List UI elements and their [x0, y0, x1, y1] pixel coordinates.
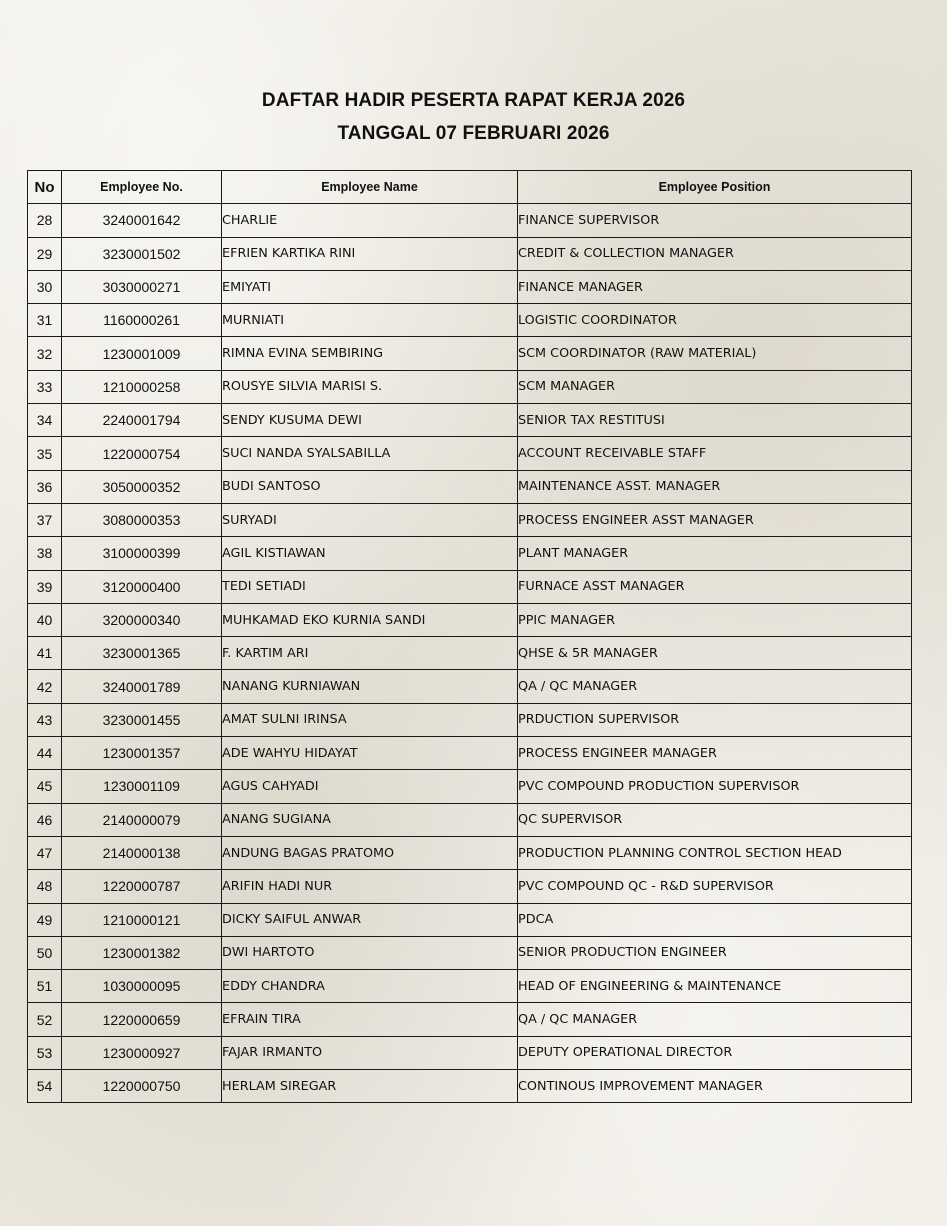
- employee-number: 1220000754: [62, 437, 222, 470]
- row-number: 53: [28, 1036, 62, 1069]
- employee-number: 1220000659: [62, 1003, 222, 1036]
- row-number: 29: [28, 237, 62, 270]
- row-number: 52: [28, 1003, 62, 1036]
- table-row: [28, 370, 912, 403]
- employee-number: 1210000258: [62, 370, 222, 403]
- row-number: 34: [28, 404, 62, 437]
- employee-name: NANANG KURNIAWAN: [222, 670, 518, 703]
- row-number: 47: [28, 836, 62, 869]
- employee-position: FURNACE ASST MANAGER: [518, 570, 912, 603]
- employee-name: F. KARTIM ARI: [222, 637, 518, 670]
- employee-position: QHSE & 5R MANAGER: [518, 637, 912, 670]
- employee-number: 1160000261: [62, 304, 222, 337]
- row-number: 54: [28, 1070, 62, 1103]
- employee-position: PDCA: [518, 903, 912, 936]
- table-row: [28, 337, 912, 370]
- employee-name: TEDI SETIADI: [222, 570, 518, 603]
- employee-number: 3120000400: [62, 570, 222, 603]
- employee-position: ACCOUNT RECEIVABLE STAFF: [518, 437, 912, 470]
- row-number: 43: [28, 703, 62, 736]
- employee-number: 2240001794: [62, 404, 222, 437]
- table-row: [28, 437, 912, 470]
- row-number: 44: [28, 737, 62, 770]
- row-number: 36: [28, 470, 62, 503]
- employee-name: HERLAM SIREGAR: [222, 1070, 518, 1103]
- employee-number: 3240001789: [62, 670, 222, 703]
- table-row: [28, 836, 912, 869]
- row-number: 49: [28, 903, 62, 936]
- row-number: 39: [28, 570, 62, 603]
- table-row: [28, 670, 912, 703]
- row-number: 45: [28, 770, 62, 803]
- employee-position: SCM COORDINATOR (RAW MATERIAL): [518, 337, 912, 370]
- employee-position: PLANT MANAGER: [518, 537, 912, 570]
- employee-name: SURYADI: [222, 503, 518, 536]
- employee-name: MUHKAMAD EKO KURNIA SANDI: [222, 603, 518, 636]
- employee-name: SENDY KUSUMA DEWI: [222, 404, 518, 437]
- employee-position: CREDIT & COLLECTION MANAGER: [518, 237, 912, 270]
- employee-name: EFRAIN TIRA: [222, 1003, 518, 1036]
- table-row: [28, 770, 912, 803]
- employee-number: 1230001382: [62, 936, 222, 969]
- table-row: [28, 404, 912, 437]
- employee-name: FAJAR IRMANTO: [222, 1036, 518, 1069]
- employee-position: PPIC MANAGER: [518, 603, 912, 636]
- employee-name: DWI HARTOTO: [222, 936, 518, 969]
- employee-number: 3240001642: [62, 204, 222, 237]
- employee-position: MAINTENANCE ASST. MANAGER: [518, 470, 912, 503]
- table-row: [28, 204, 912, 237]
- document-title: DAFTAR HADIR PESERTA RAPAT KERJA 2026: [261, 90, 686, 111]
- employee-name: SUCI NANDA SYALSABILLA: [222, 437, 518, 470]
- table-row: [28, 1003, 912, 1036]
- row-number: 50: [28, 936, 62, 969]
- table-row: [28, 570, 912, 603]
- employee-number: 3230001502: [62, 237, 222, 270]
- employee-number: 3030000271: [62, 270, 222, 303]
- table-row: [28, 703, 912, 736]
- table-row: [28, 1070, 912, 1103]
- row-number: 31: [28, 304, 62, 337]
- row-number: 33: [28, 370, 62, 403]
- employee-name: ANANG SUGIANA: [222, 803, 518, 836]
- employee-name: AMAT SULNI IRINSA: [222, 703, 518, 736]
- employee-position: QA / QC MANAGER: [518, 1003, 912, 1036]
- table-row: [28, 637, 912, 670]
- table-row: [28, 803, 912, 836]
- row-number: 42: [28, 670, 62, 703]
- table-body: [28, 204, 912, 1103]
- row-number: 41: [28, 637, 62, 670]
- employee-position: LOGISTIC COORDINATOR: [518, 304, 912, 337]
- row-number: 32: [28, 337, 62, 370]
- employee-number: 2140000138: [62, 836, 222, 869]
- attendance-table: [27, 170, 912, 1103]
- employee-position: SENIOR PRODUCTION ENGINEER: [518, 936, 912, 969]
- employee-name: MURNIATI: [222, 304, 518, 337]
- document-date: TANGGAL 07 FEBRUARI 2026: [337, 123, 610, 144]
- table-row: [28, 870, 912, 903]
- employee-position: PVC COMPOUND QC - R&D SUPERVISOR: [518, 870, 912, 903]
- header-employee-no: Employee No.: [62, 171, 222, 204]
- table-row: [28, 903, 912, 936]
- employee-number: 2140000079: [62, 803, 222, 836]
- employee-number: 3230001365: [62, 637, 222, 670]
- row-number: 28: [28, 204, 62, 237]
- employee-name: CHARLIE: [222, 204, 518, 237]
- employee-number: 1220000750: [62, 1070, 222, 1103]
- employee-position: SCM MANAGER: [518, 370, 912, 403]
- table-header-row: [28, 171, 912, 204]
- employee-position: PRDUCTION SUPERVISOR: [518, 703, 912, 736]
- employee-position: PROCESS ENGINEER ASST MANAGER: [518, 503, 912, 536]
- employee-name: AGUS CAHYADI: [222, 770, 518, 803]
- employee-number: 1220000787: [62, 870, 222, 903]
- employee-name: AGIL KISTIAWAN: [222, 537, 518, 570]
- employee-number: 3100000399: [62, 537, 222, 570]
- employee-name: EFRIEN KARTIKA RINI: [222, 237, 518, 270]
- employee-number: 3200000340: [62, 603, 222, 636]
- table-row: [28, 537, 912, 570]
- employee-name: ADE WAHYU HIDAYAT: [222, 737, 518, 770]
- employee-number: 3050000352: [62, 470, 222, 503]
- employee-position: FINANCE SUPERVISOR: [518, 204, 912, 237]
- employee-position: PROCESS ENGINEER MANAGER: [518, 737, 912, 770]
- table-row: [28, 503, 912, 536]
- employee-position: HEAD OF ENGINEERING & MAINTENANCE: [518, 970, 912, 1003]
- employee-name: ANDUNG BAGAS PRATOMO: [222, 836, 518, 869]
- employee-number: 1210000121: [62, 903, 222, 936]
- row-number: 40: [28, 603, 62, 636]
- row-number: 30: [28, 270, 62, 303]
- employee-number: 3080000353: [62, 503, 222, 536]
- row-number: 37: [28, 503, 62, 536]
- employee-name: BUDI SANTOSO: [222, 470, 518, 503]
- header-no: No: [28, 171, 62, 204]
- employee-number: 3230001455: [62, 703, 222, 736]
- employee-position: FINANCE MANAGER: [518, 270, 912, 303]
- table-row: [28, 970, 912, 1003]
- row-number: 48: [28, 870, 62, 903]
- employee-name: EDDY CHANDRA: [222, 970, 518, 1003]
- employee-position: QA / QC MANAGER: [518, 670, 912, 703]
- employee-number: 1230000927: [62, 1036, 222, 1069]
- table-row: [28, 270, 912, 303]
- employee-position: QC SUPERVISOR: [518, 803, 912, 836]
- employee-number: 1230001357: [62, 737, 222, 770]
- employee-number: 1030000095: [62, 970, 222, 1003]
- row-number: 38: [28, 537, 62, 570]
- employee-position: PRODUCTION PLANNING CONTROL SECTION HEAD: [518, 836, 912, 869]
- employee-number: 1230001009: [62, 337, 222, 370]
- header-employee-name: Employee Name: [222, 171, 518, 204]
- employee-name: ROUSYE SILVIA MARISI S.: [222, 370, 518, 403]
- table-row: [28, 603, 912, 636]
- table-row: [28, 737, 912, 770]
- employee-number: 1230001109: [62, 770, 222, 803]
- table-row: [28, 470, 912, 503]
- employee-position: PVC COMPOUND PRODUCTION SUPERVISOR: [518, 770, 912, 803]
- employee-name: ARIFIN HADI NUR: [222, 870, 518, 903]
- employee-position: CONTINOUS IMPROVEMENT MANAGER: [518, 1070, 912, 1103]
- table-row: [28, 304, 912, 337]
- table-row: [28, 936, 912, 969]
- employee-name: EMIYATI: [222, 270, 518, 303]
- table-row: [28, 237, 912, 270]
- header-employee-position: Employee Position: [518, 171, 912, 204]
- row-number: 46: [28, 803, 62, 836]
- employee-name: RIMNA EVINA SEMBIRING: [222, 337, 518, 370]
- table-row: [28, 1036, 912, 1069]
- row-number: 51: [28, 970, 62, 1003]
- employee-name: DICKY SAIFUL ANWAR: [222, 903, 518, 936]
- employee-position: DEPUTY OPERATIONAL DIRECTOR: [518, 1036, 912, 1069]
- employee-position: SENIOR TAX RESTITUSI: [518, 404, 912, 437]
- row-number: 35: [28, 437, 62, 470]
